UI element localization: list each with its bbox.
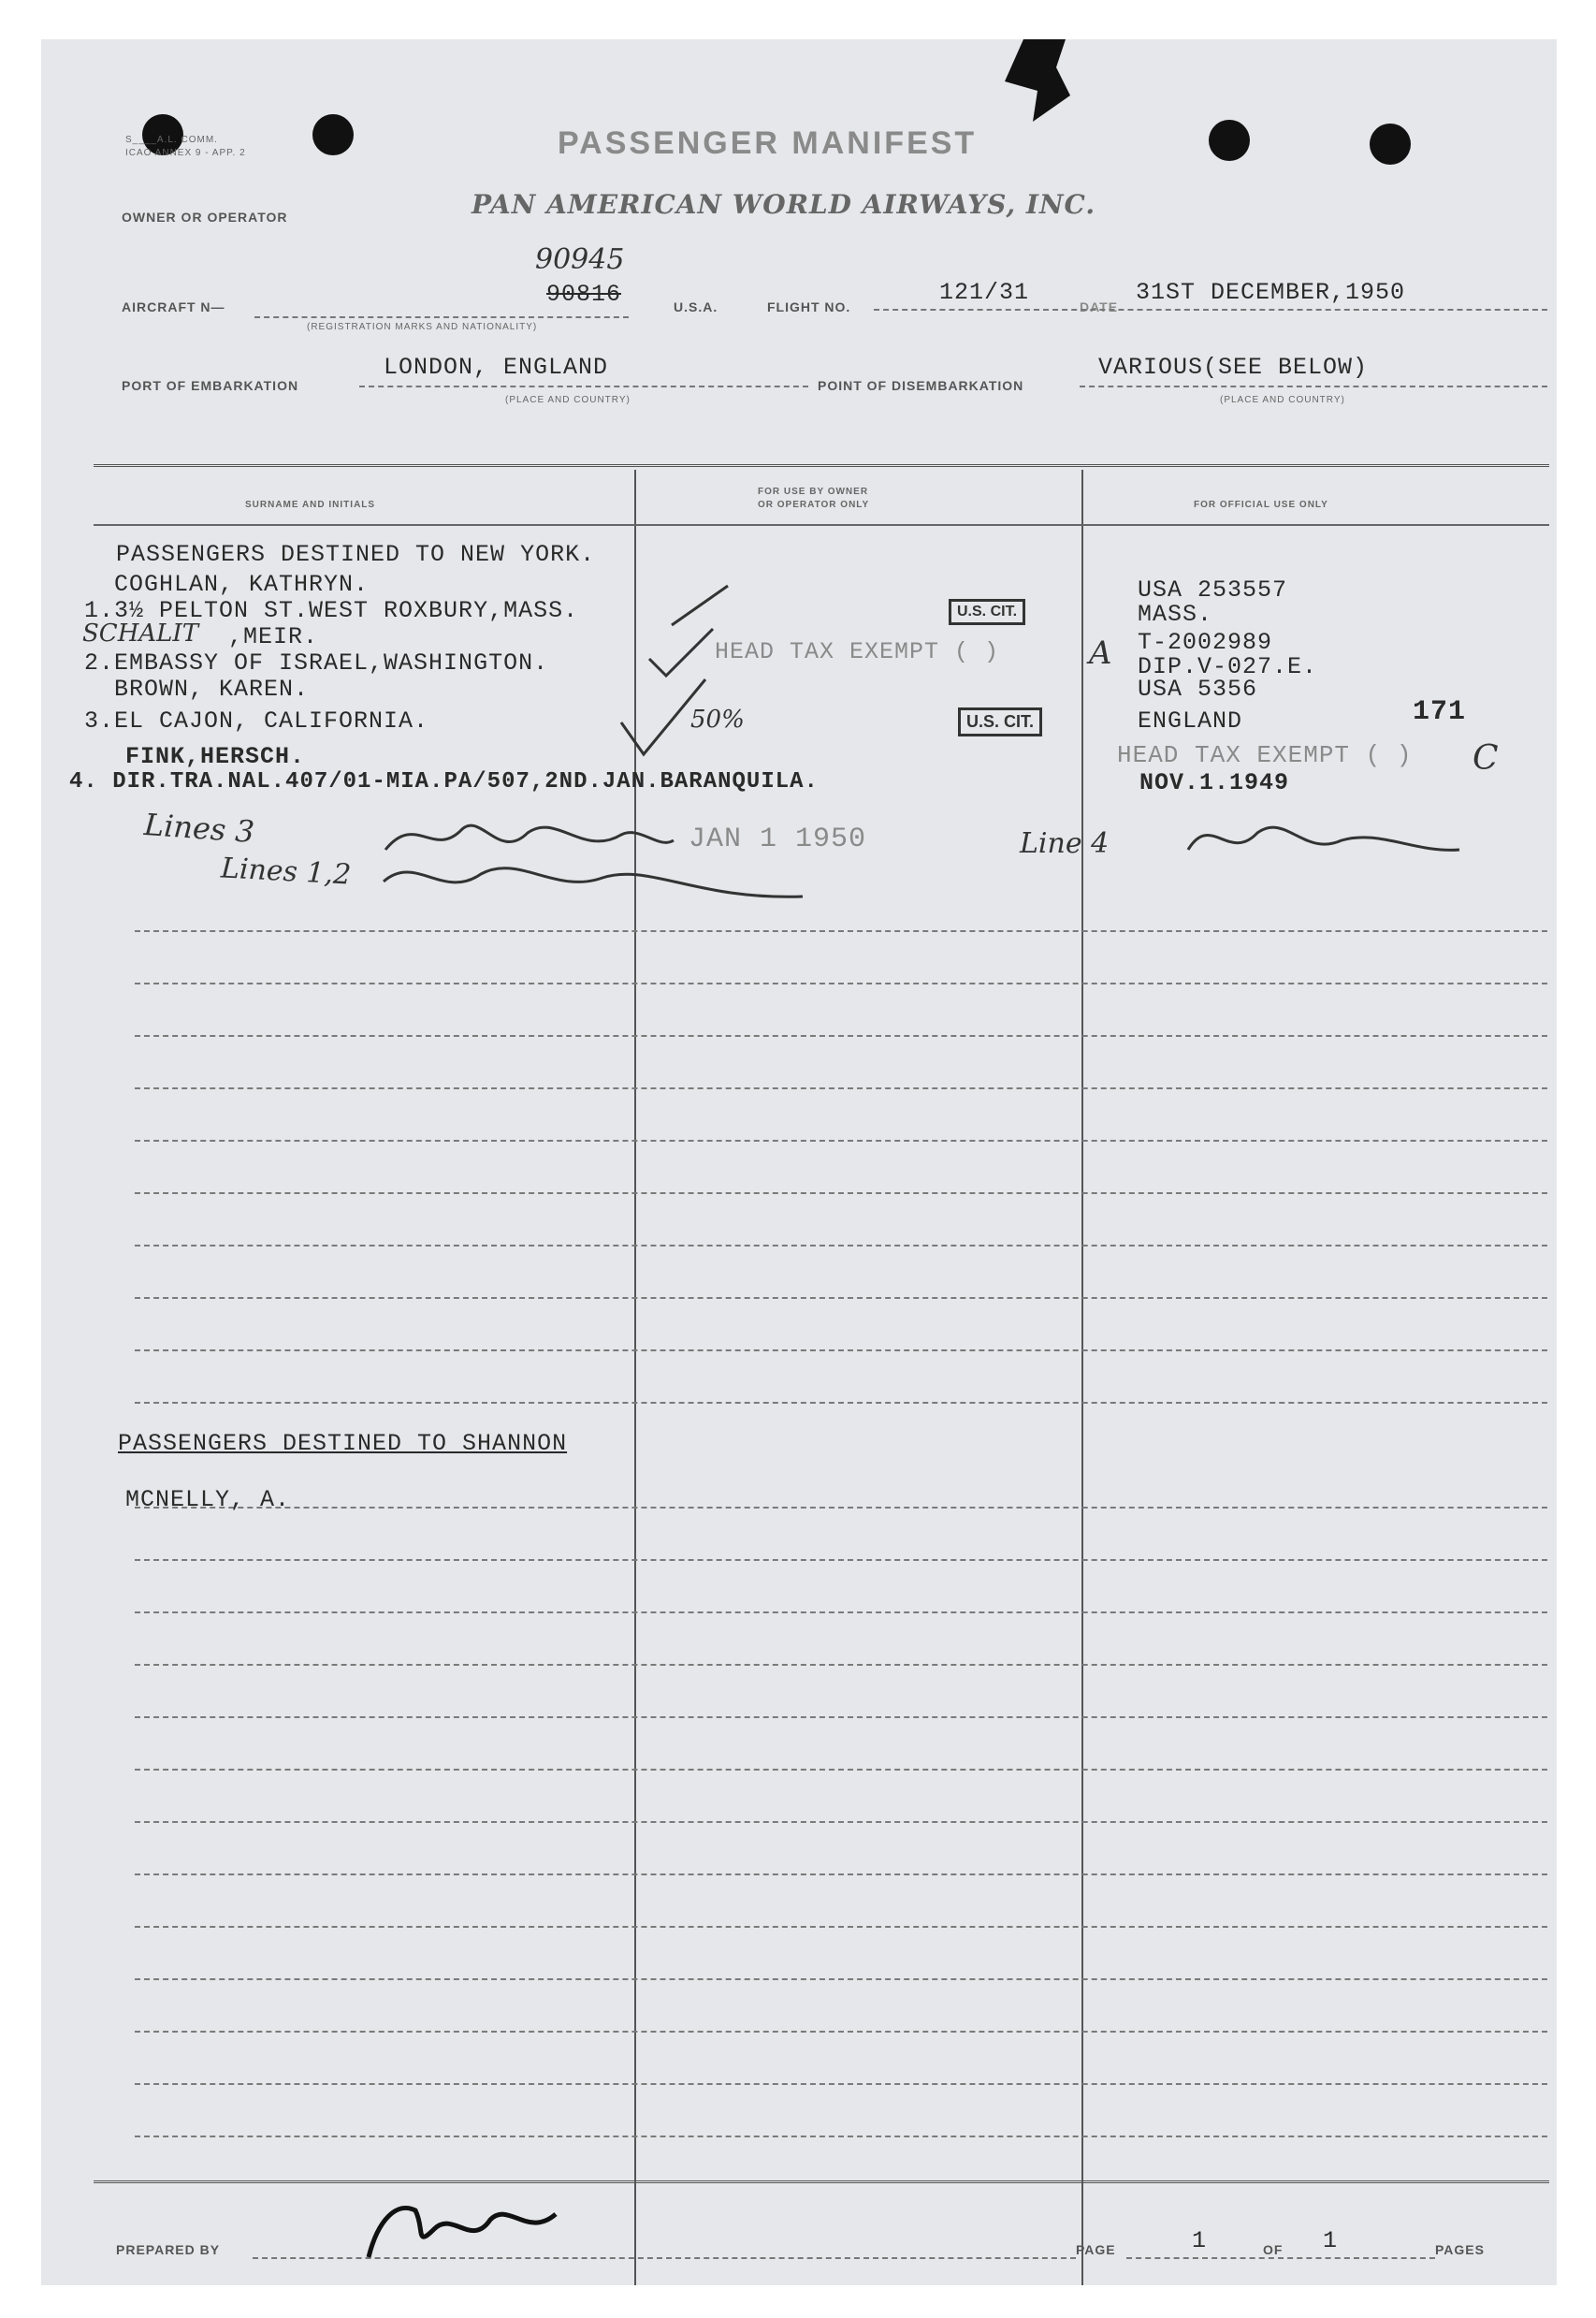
handwritten-signature bbox=[378, 853, 808, 910]
form-ref-2: ICAO ANNEX 9 - APP. 2 bbox=[125, 148, 246, 158]
flight-label: FLIGHT NO. bbox=[767, 299, 851, 314]
ruled-line bbox=[135, 1821, 1547, 1823]
owner-label: OWNER OR OPERATOR bbox=[122, 210, 288, 225]
group-heading-new-york: PASSENGERS DESTINED TO NEW YORK. bbox=[116, 541, 596, 568]
entry-line: FINK,HERSCH. bbox=[125, 743, 306, 770]
head-tax-mark: A bbox=[1089, 634, 1112, 672]
ruled-line bbox=[135, 1978, 1547, 1980]
handwritten-note: Lines 3 bbox=[142, 806, 256, 851]
manifest-sheet bbox=[41, 39, 1557, 2285]
entry-line: 3.EL CAJON, CALIFORNIA. bbox=[84, 707, 429, 735]
head-tax-exempt: HEAD TAX EXEMPT ( ) bbox=[715, 638, 1000, 665]
ruled-line bbox=[135, 1716, 1547, 1718]
us-citizen-stamp: U.S. CIT. bbox=[958, 707, 1042, 736]
entry-line: COGHLAN, KATHRYN. bbox=[114, 571, 370, 598]
ruled-line bbox=[135, 1349, 1547, 1351]
ruled-line bbox=[135, 1297, 1547, 1299]
official-head-tax: HEAD TAX EXEMPT ( ) bbox=[1117, 741, 1413, 769]
ruled-line bbox=[135, 1140, 1547, 1142]
official-entry: USA 5356 bbox=[1138, 676, 1258, 703]
column-header-operator-2: OR OPERATOR ONLY bbox=[758, 500, 870, 510]
disembark-value: VARIOUS(SEE BELOW) bbox=[1098, 354, 1369, 381]
punch-hole bbox=[1209, 120, 1250, 161]
us-citizen-stamp: U.S. CIT. bbox=[949, 599, 1025, 625]
column-header-official: FOR OFFICIAL USE ONLY bbox=[1194, 500, 1328, 510]
column-header-operator-1: FOR USE BY OWNER bbox=[758, 487, 869, 497]
ruled-line bbox=[135, 2136, 1547, 2137]
entry-line: BROWN, KAREN. bbox=[114, 676, 310, 703]
flight-number: 121/31 bbox=[939, 279, 1030, 306]
flight-date: 31ST DECEMBER,1950 bbox=[1136, 279, 1406, 306]
entry-line: 1.3½ PELTON ST.WEST ROXBURY,MASS. bbox=[84, 597, 579, 624]
ruled-line bbox=[135, 983, 1547, 984]
ruled-line bbox=[135, 1873, 1547, 1875]
handwritten-note: Lines 1,2 bbox=[220, 852, 353, 892]
registration-caption: (REGISTRATION MARKS AND NATIONALITY) bbox=[307, 322, 538, 332]
ruled-line bbox=[135, 1926, 1547, 1928]
embark-caption: (PLACE AND COUNTRY) bbox=[505, 395, 631, 405]
entry-line: 2.EMBASSY OF ISRAEL,WASHINGTON. bbox=[84, 649, 549, 677]
check-mark bbox=[640, 625, 724, 681]
tear-mark bbox=[1005, 39, 1080, 124]
operator-name: PAN AMERICAN WORLD AIRWAYS, INC. bbox=[472, 189, 1096, 220]
ruled-line bbox=[135, 1245, 1547, 1246]
form-ref-1: S____A.L. COMM. bbox=[125, 135, 218, 145]
table-bottom-rule bbox=[94, 2180, 1549, 2183]
entry-line: 4. DIR.TRA.NAL.407/01-MIA.PA/507,2ND.JAN.BARANQUILA. bbox=[69, 769, 819, 795]
punch-hole bbox=[1370, 124, 1411, 165]
ruled-line bbox=[135, 1664, 1547, 1666]
check-mark bbox=[668, 582, 733, 629]
ruled-line bbox=[135, 1192, 1547, 1194]
ruled-line bbox=[135, 930, 1547, 932]
disembark-caption: (PLACE AND COUNTRY) bbox=[1220, 395, 1345, 405]
embark-value: LONDON, ENGLAND bbox=[384, 354, 609, 381]
official-entry: DIP.V-027.E. bbox=[1138, 653, 1318, 680]
page-title: PASSENGER MANIFEST bbox=[558, 125, 978, 161]
of-label: OF bbox=[1263, 2242, 1284, 2257]
pages-label: PAGES bbox=[1435, 2242, 1485, 2257]
disembark-label: POINT OF DISEMBARKATION bbox=[818, 378, 1024, 393]
embark-label: PORT OF EMBARKATION bbox=[122, 378, 299, 393]
ruled-line bbox=[135, 2031, 1547, 2033]
column-header-surname: SURNAME AND INITIALS bbox=[245, 500, 376, 510]
entry-handwritten-name: SCHALIT bbox=[82, 620, 199, 648]
header-underline bbox=[94, 524, 1549, 526]
ruled-line bbox=[135, 2083, 1547, 2085]
punch-hole bbox=[312, 114, 354, 155]
prepared-label: PREPARED BY bbox=[116, 2242, 221, 2257]
preparer-signature bbox=[359, 2192, 565, 2267]
aircraft-label: AIRCRAFT N— bbox=[122, 299, 225, 314]
registration-handwritten: 90945 bbox=[535, 243, 625, 276]
ruled-line bbox=[135, 1087, 1547, 1089]
date-label: DATE bbox=[1080, 299, 1119, 314]
nationality: U.S.A. bbox=[674, 299, 718, 314]
table-top-rule bbox=[94, 464, 1549, 467]
official-number: 171 bbox=[1413, 696, 1467, 728]
percent-note: 50% bbox=[690, 706, 745, 734]
date-stamp: JAN 1 1950 bbox=[689, 824, 867, 855]
official-entry: NOV.1.1949 bbox=[1139, 769, 1290, 796]
ruled-line bbox=[135, 1035, 1547, 1037]
embark-underline bbox=[359, 386, 808, 387]
ruled-line bbox=[135, 1507, 1547, 1509]
ruled-line bbox=[135, 1611, 1547, 1613]
ruled-line bbox=[135, 1769, 1547, 1771]
group-heading-shannon: PASSENGERS DESTINED TO SHANNON bbox=[118, 1430, 568, 1457]
entry-line: ,MEIR. bbox=[228, 623, 319, 650]
disembark-underline bbox=[1080, 386, 1547, 387]
official-entry: ENGLAND bbox=[1138, 707, 1243, 735]
page-label: PAGE bbox=[1076, 2242, 1116, 2257]
official-entry: USA 253557 bbox=[1138, 576, 1288, 604]
handwritten-note: Line 4 bbox=[1020, 827, 1110, 860]
official-entry: T-2002989 bbox=[1138, 629, 1273, 656]
registration-typed: 90816 bbox=[546, 281, 622, 308]
ruled-line bbox=[135, 1402, 1547, 1404]
flight-underline bbox=[874, 309, 1547, 311]
official-entry: MASS. bbox=[1138, 601, 1213, 628]
page-underline bbox=[1126, 2257, 1435, 2259]
column-divider-2 bbox=[1081, 470, 1083, 2285]
handwritten-signature bbox=[1182, 812, 1463, 868]
official-head-tax-mark: C bbox=[1473, 739, 1499, 778]
page-number: 1 bbox=[1192, 2227, 1208, 2254]
ruled-line bbox=[135, 1559, 1547, 1561]
page-total: 1 bbox=[1323, 2227, 1339, 2254]
entry-line: MCNELLY, A. bbox=[125, 1486, 291, 1513]
aircraft-underline bbox=[254, 316, 629, 318]
